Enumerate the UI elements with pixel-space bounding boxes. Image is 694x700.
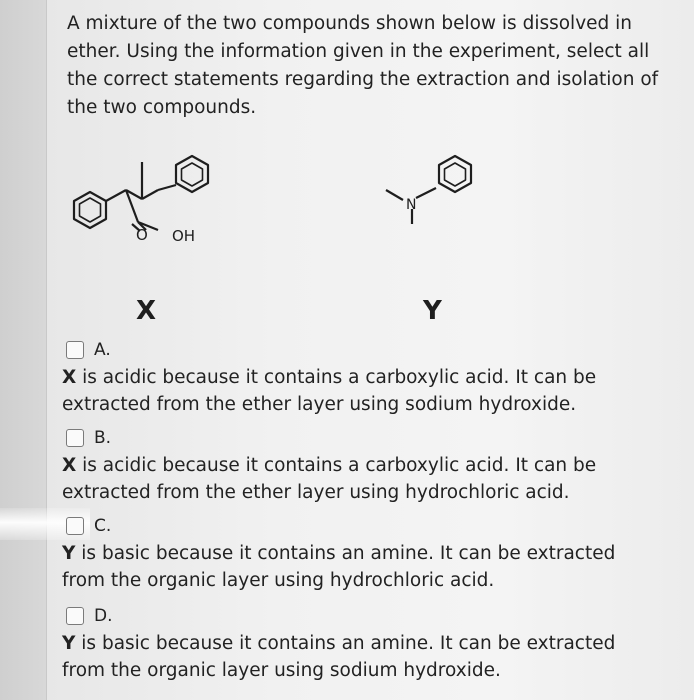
option-letter: D. — [94, 606, 113, 626]
structure-x-left-ring — [74, 192, 106, 228]
option-text: X is acidic because it contains a carboxylic acid. It can be extracted from the ether layer using hydrochloric acid. — [62, 455, 597, 503]
compound-x-label: X — [136, 296, 157, 326]
x-bond-to-ring — [158, 185, 176, 190]
x-hydroxyl-group: OH — [172, 227, 196, 245]
x-bond-1 — [106, 190, 126, 201]
x-carbonyl-oxygen: O — [136, 226, 148, 244]
option-text: X is acidic because it contains a carboxylic acid. It can be extracted from the ether layer using sodium hydroxide. — [62, 367, 597, 415]
question-text: A mixture of the two compounds shown below is dissolved in ether. Using the information given in the experiment, select all the correct statements regarding the extraction and isolation of the two compounds. — [67, 13, 659, 118]
structure-x-right-ring — [176, 156, 208, 192]
background-edge — [0, 0, 46, 700]
chemical-structures — [60, 130, 500, 280]
option-letter: C. — [94, 516, 112, 536]
checkbox-a[interactable] — [66, 341, 84, 359]
compound-y-label: Y — [423, 296, 442, 326]
option-text: Y is basic because it contains an amine. It can be extracted from the organic layer using sodium hydroxide. — [62, 633, 616, 681]
structure-y-ring — [439, 156, 471, 192]
checkbox-c[interactable] — [66, 517, 84, 535]
y-nitrogen: N — [406, 197, 417, 213]
y-n-to-ch2 — [416, 188, 436, 198]
option-a[interactable] — [62, 338, 662, 418]
option-d[interactable] — [62, 604, 662, 684]
option-text: Y is basic because it contains an amine. It can be extracted from the organic layer using hydrochloric acid. — [62, 543, 616, 591]
option-c[interactable] — [62, 514, 662, 594]
option-b[interactable] — [62, 426, 662, 506]
checkbox-b[interactable] — [66, 429, 84, 447]
x-bond-3 — [142, 190, 158, 199]
y-methyl-left — [386, 190, 403, 200]
option-letter: A. — [94, 340, 111, 360]
checkbox-d[interactable] — [66, 607, 84, 625]
option-letter: B. — [94, 428, 112, 448]
